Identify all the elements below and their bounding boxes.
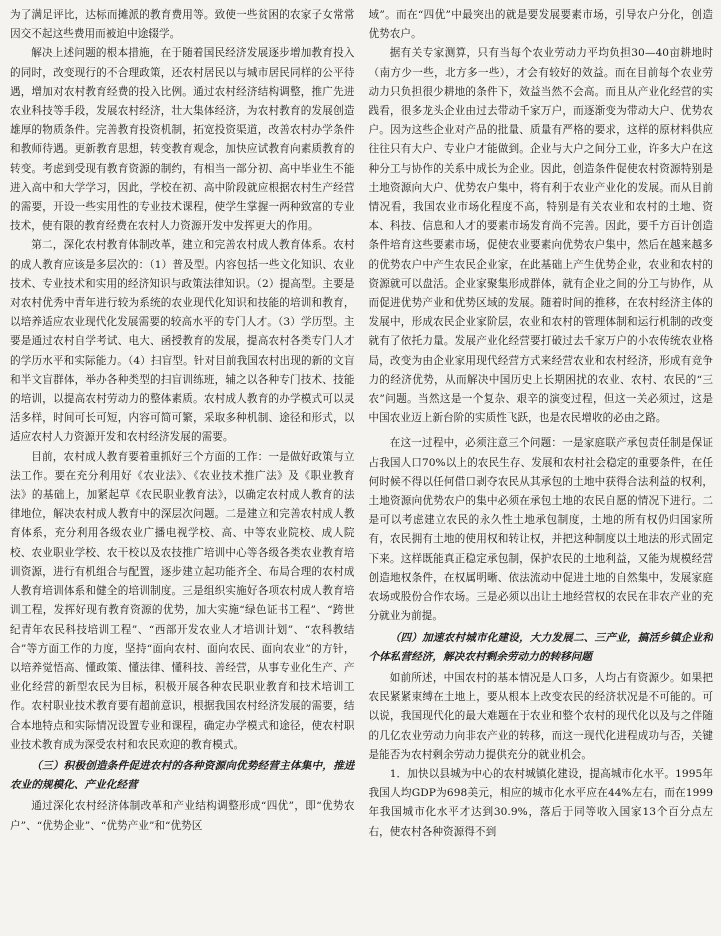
paragraph: 目前，农村成人教育要着重抓好三个方面的工作：一是做好政策与立法工作。要在充分利用好《农业法》、《农业技术推广法》及《职业教育法》的基础上，加紧起草《农民职业教育法》，以确定农村成人教育的法律地位，解决农村成人教育中的深层次问题。二是建立和完善农村成人教育体系，充分利用各级农业广播电视学校、高、中等农业院校、成人院校、农业职业学校、农干校以及农技推广培训中心等各级各类农业教育培训资源，进行有机组合与配置，逐步建立起功能齐全、布局合理的农村成人教育培训体系和健全的培训制度。三是组织实施好各项农村成人教育培训工程，发挥好现有教育资源的优势，加大实施“绿色证书工程”、“跨世纪青年农民科技培训工程”、“西部开发农业人才培训计划”、“农科教结合”等方面工作的力度，坚持“面向农村、面向农民、面向农业”的方针，以培养觉悟高、懂政策、懂法律、懂科技、善经营，从事专业化生产、产业化经营的新型农民为目标，积极开展各种农民职业教育和技术培训工作。农村职业技术教育要有超前意识，根据我国农村经济发展的需要，结合本地特点和实际情况设置专业和课程，确定办学模式和途径，使农村职业技术教育成为深受农村和农民欢迎的教育模式。 <box>10 450 355 751</box>
paragraph: 在这一过程中，必须注意三个问题：一是家庭联产承包责任制是保证占我国人口70%以上的农民生存、发展和农村社会稳定的重要条件，在任何时候不得以任何借口剥夺农民从其承包的土地中获得合法利益的权利，土地资源向优势农户的集中必须在承包土地的农民自愿的情况下进行。二是可以考虑建立农民的永久性土地承包制度，土地的所有权仍归国家所有，农民拥有土地的使用权和转让权，并把这种制度以土地法的形式固定下来。这样既能真正稳定承包制，保护农民的土地利益，又能为规模经营创造地权条件，在权属明晰、依法流动中促进土地的自然集中，发展家庭农场或股份合作农场。三是必须以出让土地经营权的农民在非农产业的充分就业为前提。 <box>368 437 713 623</box>
paragraph: 解决上述问题的根本措施，在于随着国民经济发展逐步增加教育投入的同时，改变现行的不合理政策，还农村居民以与城市居民同样的公平待遇，增加对农村教育经费的投入比例。通过农村经济结构调整，推广先进农业科技等手段，发展农村经济，壮大集体经济，为农村教育的发展创造雄厚的物质条件。完善教育投资机制，拓宽投资渠道，改善农村办学条件和教师待遇。更新教育思想，转变教育观念，加快应试教育向素质教育的转变。考虑到受现有教育资源的制约，有相当一部分初、高中毕业生不能进入高中和大学学习，因此，学校在初、高中阶段就应根据农村生产经营的需要，开设一些实用性的专业技术课程，使学生掌握一两种致富的专业技术，使有限的教育经费在农村人力资源开发中发挥更大的作用。 <box>10 47 355 233</box>
paragraph: 如前所述，中国农村的基本情况是人口多，人均占有资源少。如果把农民紧紧束缚在土地上，要从根本上改变农民的经济状况是不可能的。可以说，我国现代化的最大难题在于农业和整个农村的现代化以及与之伴随的几亿农业劳动力向非农产业的转移，而这一现代化进程成功与否，关键是能否为农村剩余劳动力提供充分的就业机会。 <box>368 671 713 761</box>
section-heading: （四）加速农村城市化建设，大力发展二、三产业，搞活乡镇企业和个体私营经济，解决农村剩余劳动力的转移问题 <box>368 631 713 663</box>
paragraph: 1．加快以县城为中心的农村城镇化建设，提高城市化水平。1995年我国人均GDP为698美元，相应的城市化水平应在44%左右，而在1999年我国城市化水平才达到30.9%，落后于同等收入国家13个百分点左右，使农村各种资源得不到 <box>368 767 713 838</box>
section-heading: （三）积极创造条件促进农村的各种资源向优势经营主体集中，推进农业的规模化、产业化经营 <box>10 759 355 792</box>
paragraph: 通过深化农村经济体制改革和产业结构调整形成“四优”，即“优势农户”、“优势企业”、“优势产业”和“优势区 <box>10 800 355 832</box>
right-column <box>369 6 714 932</box>
paragraph: 域”。而在“四优”中最突出的就是要发展要素市场，引导农户分化，创造优势农户。 <box>368 9 713 41</box>
paragraph: 第二，深化农村教育体制改革，建立和完善农村成人教育体系。农村的成人教育应该是多层次的：（1）普及型。内容包括一些文化知识、农业技术、专业技术和实用的经济知识与政策法律知识。（2）提高型。主要是对农村优秀中青年进行较为系统的农业现代化知识和技能的培训和教育，以培养适应农业现代化发展需要的较高水平的专门人才。（3）学历型。主要是通过农村自学考试、电大、函授教育的发展，提高农村各类专门人才的学历水平和实际能力。（4）扫盲型。针对目前我国农村出现的新的文盲和半文盲群体，举办各种类型的扫盲训练班，辅之以各种专门技术、技能的培训，以提高农村劳动力的整体素质。农村成人教育的办学模式可以灵活多样，时间可长可短，内容可简可繁，采取多种机制、途径和形式，以适应农村人力资源开发和农村经济发展的需要。 <box>10 239 355 444</box>
left-column <box>10 6 355 932</box>
paragraph: 为了满足评比，达标而摊派的教育费用等。致使一些贫困的农家子女常常因交不起这些费用而被迫中途辍学。 <box>10 9 355 41</box>
paragraph: 据有关专家测算，只有当每个农业劳动力平均负担30—40亩耕地时（南方少一些，北方多一些），才会有较好的效益。而在目前每个农业劳动力只负担很少耕地的条件下，效益当然不会高。而且从产业化经营的实践看，很多龙头企业由过去带动千家万户，而逐渐变为带动大户、优势农户。因为这些企业对产品的批量、质量有严格的要求，这样的原材料供应往往只有大户、专业户才能做到。企业与大户之间分工业，许多大户在这种分工与协作的关系中成长为企业。因此，创造条件促使农村资源特别是土地资源向大户、优势农户集中，将有利于农业产业化的发展。而从目前情况看，我国农业市场化程度不高，特别是有关农业和农村的土地、资本、科技、信息和人才的要素市场发育尚不完善。因此，要千方百计创造条件培育这些要素市场，促使农业要素向优势农户集中，然后在越来越多的优势农户中产生农民企业家，在此基础上产生优势企业，农业和农村的资源就可以盘活。企业家聚集形成群体，就有企业之间的分工与协作，从而促进优势产业和优势区域的发展。随着时间的推移，在农村经济主体的发展中，形成农民企业家阶层，农业和农村的管理体制和运行机制的改变就有了依托力量。发展产业化经营要打破过去千家万户的小农传统农业格局，改变为由企业家用现代经营方式来经营农业和农村经济，形成有竞争力的经济优势，从而解决中国历史上长期困扰的农业、农村、农民的“三农”问题。当然这是一个复杂、艰辛的演变过程，但这一关必须过，这是中国农业迈上新台阶的实质性飞跃，也是农民增收的必由之路。 <box>368 47 713 425</box>
